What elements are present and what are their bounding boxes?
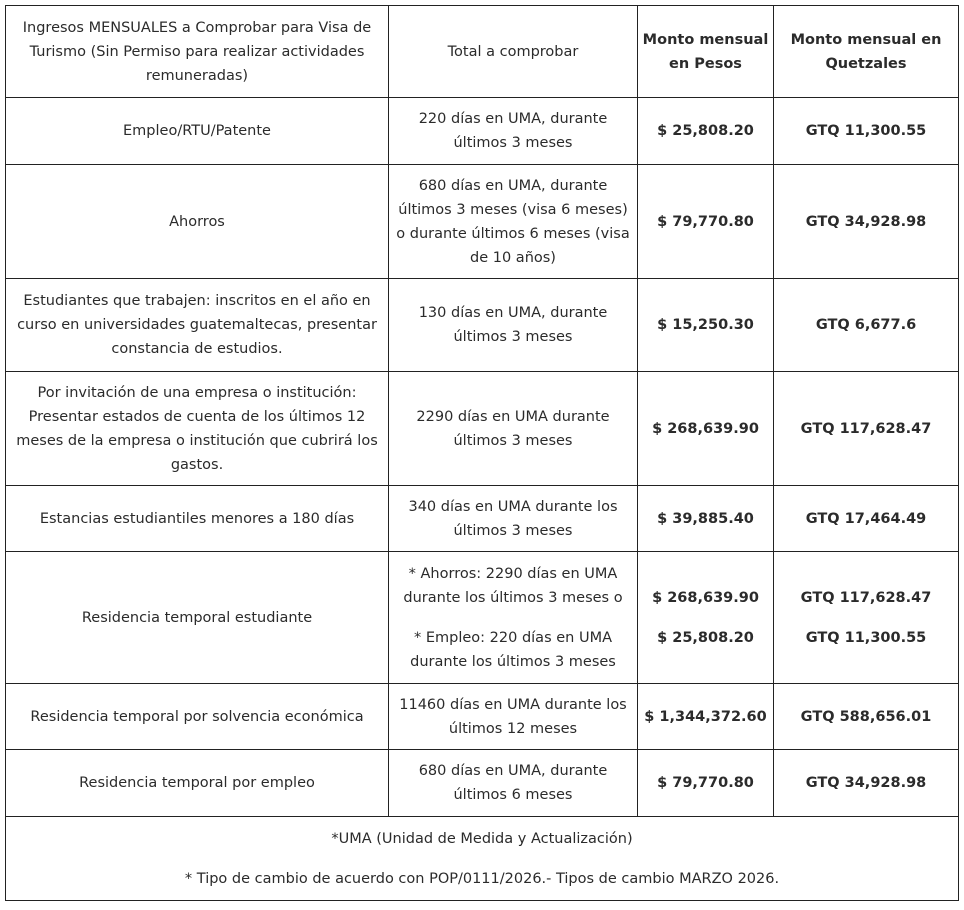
row-quetzales: GTQ 17,464.49 xyxy=(774,486,959,552)
quetzales-option-savings: GTQ 117,628.47 xyxy=(800,589,932,606)
row-total: 680 días en UMA, durante últimos 3 meses (visa 6 meses) o durante últimos 6 meses (visa de 10 años) xyxy=(389,165,638,279)
pesos-option-savings: $ 268,639.90 xyxy=(652,589,759,606)
row-pesos-options xyxy=(638,552,774,684)
row-pesos: $ 79,770.80 xyxy=(638,165,774,279)
row-pesos: $ 1,344,372.60 xyxy=(638,684,774,750)
row-total-options xyxy=(389,552,638,684)
table-row xyxy=(6,486,959,552)
row-quetzales: GTQ 588,656.01 xyxy=(774,684,959,750)
row-total: 2290 días en UMA durante últimos 3 meses xyxy=(389,372,638,486)
total-option-employment: * Empleo: 220 días en UMA durante los últimos 3 meses xyxy=(410,629,616,670)
row-requirement: Por invitación de una empresa o institución: Presentar estados de cuenta de los últimos 12 meses de la empresa o institución que cubrirá los gastos. xyxy=(6,372,389,486)
table-row xyxy=(6,684,959,750)
table-footer-notes xyxy=(6,817,959,901)
row-pesos: $ 15,250.30 xyxy=(638,279,774,372)
row-pesos: $ 25,808.20 xyxy=(638,98,774,165)
table-row xyxy=(6,552,959,684)
row-quetzales: GTQ 34,928.98 xyxy=(774,750,959,817)
row-requirement: Estudiantes que trabajen: inscritos en el año en curso en universidades guatemaltecas, presentar constancia de estudios. xyxy=(6,279,389,372)
row-quetzales: GTQ 6,677.6 xyxy=(774,279,959,372)
row-requirement: Ahorros xyxy=(6,165,389,279)
row-quetzales: GTQ 34,928.98 xyxy=(774,165,959,279)
row-pesos: $ 39,885.40 xyxy=(638,486,774,552)
table-row xyxy=(6,750,959,817)
total-option-savings: * Ahorros: 2290 días en UMA durante los últimos 3 meses o xyxy=(403,565,623,606)
table-row xyxy=(6,165,959,279)
header-pesos: Monto mensual en Pesos xyxy=(638,6,774,98)
row-requirement: Residencia temporal por empleo xyxy=(6,750,389,817)
row-requirement: Empleo/RTU/Patente xyxy=(6,98,389,165)
table-header-row xyxy=(6,6,959,98)
table-row xyxy=(6,98,959,165)
header-total: Total a comprobar xyxy=(389,6,638,98)
quetzales-option-employment: GTQ 11,300.55 xyxy=(805,629,927,646)
pesos-option-employment: $ 25,808.20 xyxy=(657,629,754,646)
note-exchange-rate: * Tipo de cambio de acuerdo con POP/0111/2026.- Tipos de cambio MARZO 2026. xyxy=(184,870,780,887)
row-quetzales: GTQ 11,300.55 xyxy=(774,98,959,165)
row-quetzales: GTQ 117,628.47 xyxy=(774,372,959,486)
row-total: 220 días en UMA, durante últimos 3 meses xyxy=(389,98,638,165)
table-row xyxy=(6,372,959,486)
row-total: 130 días en UMA, durante últimos 3 meses xyxy=(389,279,638,372)
row-requirement: Residencia temporal por solvencia económica xyxy=(6,684,389,750)
row-total: 340 días en UMA durante los últimos 3 meses xyxy=(389,486,638,552)
row-requirement: Estancias estudiantiles menores a 180 días xyxy=(6,486,389,552)
row-requirement: Residencia temporal estudiante xyxy=(6,552,389,684)
row-pesos: $ 268,639.90 xyxy=(638,372,774,486)
table-footer-row xyxy=(6,817,959,901)
row-total: 11460 días en UMA durante los últimos 12 meses xyxy=(389,684,638,750)
row-quetzales-options xyxy=(774,552,959,684)
table-row xyxy=(6,279,959,372)
visa-income-table xyxy=(5,5,959,901)
row-total: 680 días en UMA, durante últimos 6 meses xyxy=(389,750,638,817)
header-requirement: Ingresos MENSUALES a Comprobar para Visa de Turismo (Sin Permiso para realizar actividades remuneradas) xyxy=(6,6,389,98)
note-uma: *UMA (Unidad de Medida y Actualización) xyxy=(331,830,633,847)
row-pesos: $ 79,770.80 xyxy=(638,750,774,817)
header-quetzales: Monto mensual en Quetzales xyxy=(774,6,959,98)
